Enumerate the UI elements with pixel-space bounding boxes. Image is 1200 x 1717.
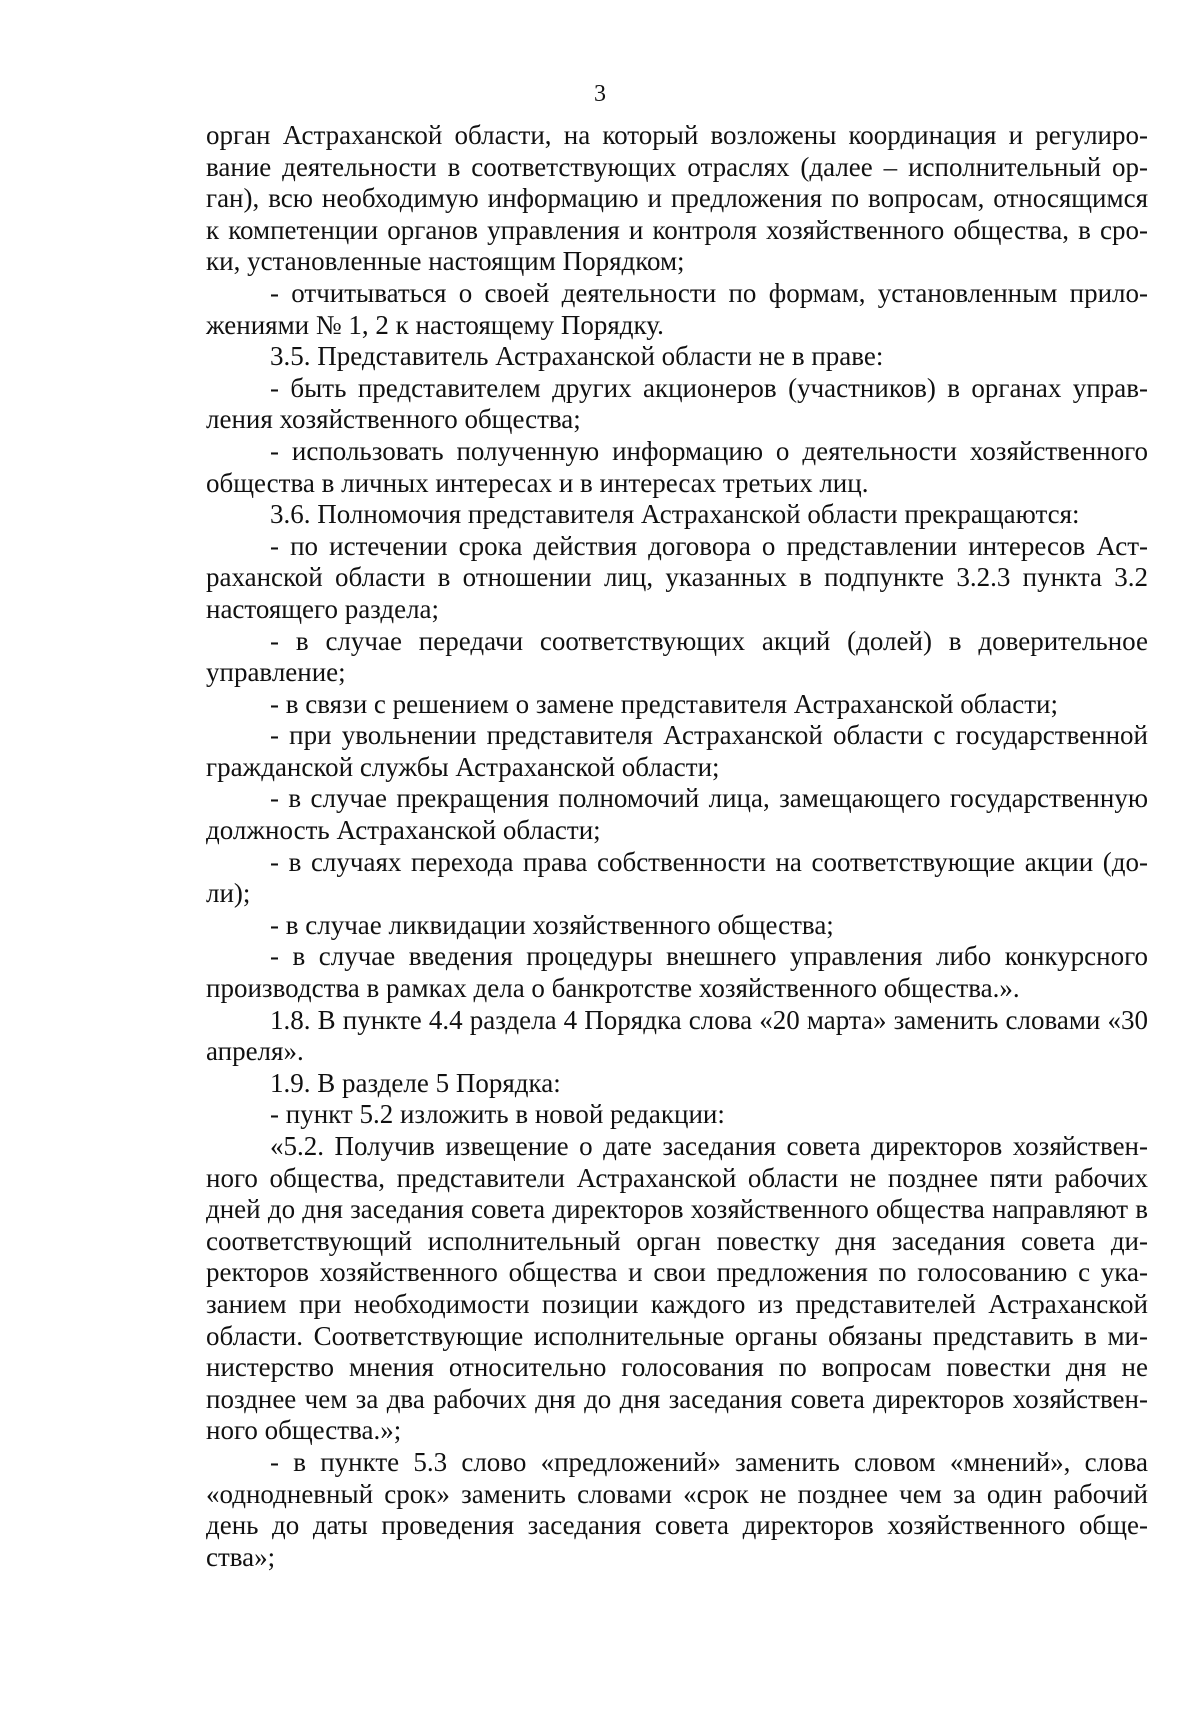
- paragraph: - при увольнении представителя Астраханской области с государственной гражданской службы Астраханской области;: [206, 720, 1148, 782]
- paragraph: - в случае прекращения полномочий лица, замещающего государственную должность Астраханской области;: [206, 783, 1148, 846]
- paragraph: - в случае ликвидации хозяйственного общества;: [270, 909, 834, 940]
- paragraph: - в связи с решением о замене представителя Астраханской области;: [270, 688, 1058, 719]
- paragraph: - в случаях перехода права собственности на соответствующие акции (доли);: [206, 846, 1148, 909]
- paragraph: орган Астраханской области, на который возложены координация и регулирование деятельности в соответствующих отраслях (далее – исполнительный орган), всю необходимую информацию и предложения по вопросам, относящимся к компетенции органов управления и контроля хозяйственного общества, в сроки, установленные настоящим Порядком;: [206, 120, 1148, 277]
- paragraph: 3.6. Полномочия представителя Астраханской области прекращаются:: [270, 499, 1080, 530]
- paragraph: 3.5. Представитель Астраханской области не в праве:: [270, 341, 884, 372]
- paragraph: - использовать полученную информацию о деятельности хозяйственного общества в личных интересах и в интересах третьих лиц.: [206, 435, 1148, 498]
- paragraph: - пункт 5.2 изложить в новой редакции:: [270, 1099, 725, 1130]
- paragraph: - отчитываться о своей деятельности по формам, установленным приложениями № 1, 2 к настоящему Порядку.: [206, 277, 1148, 340]
- paragraph: 1.8. В пункте 4.4 раздела 4 Порядка слова «20 марта» заменить словами «30 апреля».: [206, 1004, 1148, 1067]
- page-number: 3: [594, 81, 606, 107]
- paragraph: - в случае введения процедуры внешнего управления либо конкурсного производства в рамках дела о банкротстве хозяйственного общества.».: [206, 941, 1148, 1004]
- paragraph: 1.9. В разделе 5 Порядка:: [270, 1067, 561, 1098]
- paragraph: - быть представителем других акционеров (участников) в органах управления хозяйственного общества;: [206, 372, 1148, 435]
- paragraph: «5.2. Получив извещение о дате заседания совета директоров хозяйственного общества, представители Астраханской области не позднее пяти рабочих дней до дня заседания совета директоров хозяйственного общества направляют в соответствующий исполнительный орган повестку дня заседания совета директоров хозяйственного общества и свои предложения по голосованию с указанием при необходимости позиции каждого из представителей Астраханской области. Соответствующие исполнительные органы обязаны представить в министерство мнения относительно голосования по вопросам повестки дня не позднее чем за два рабочих дня до дня заседания совета директоров хозяйственного общества.»;: [206, 1131, 1148, 1446]
- paragraph: - по истечении срока действия договора о представлении интересов Астраханской области в отношении лиц, указанных в подпункте 3.2.3 пункта 3.2 настоящего раздела;: [206, 530, 1148, 624]
- paragraph: - в пункте 5.3 слово «предложений» заменить словом «мнений», слова «однодневный срок» заменить словами «срок не позднее чем за один рабочий день до даты проведения заседания совета директоров хозяйственного общества»;: [206, 1446, 1148, 1572]
- document-body: [206, 120, 1148, 1573]
- paragraph: - в случае передачи соответствующих акций (долей) в доверительное управление;: [206, 625, 1148, 688]
